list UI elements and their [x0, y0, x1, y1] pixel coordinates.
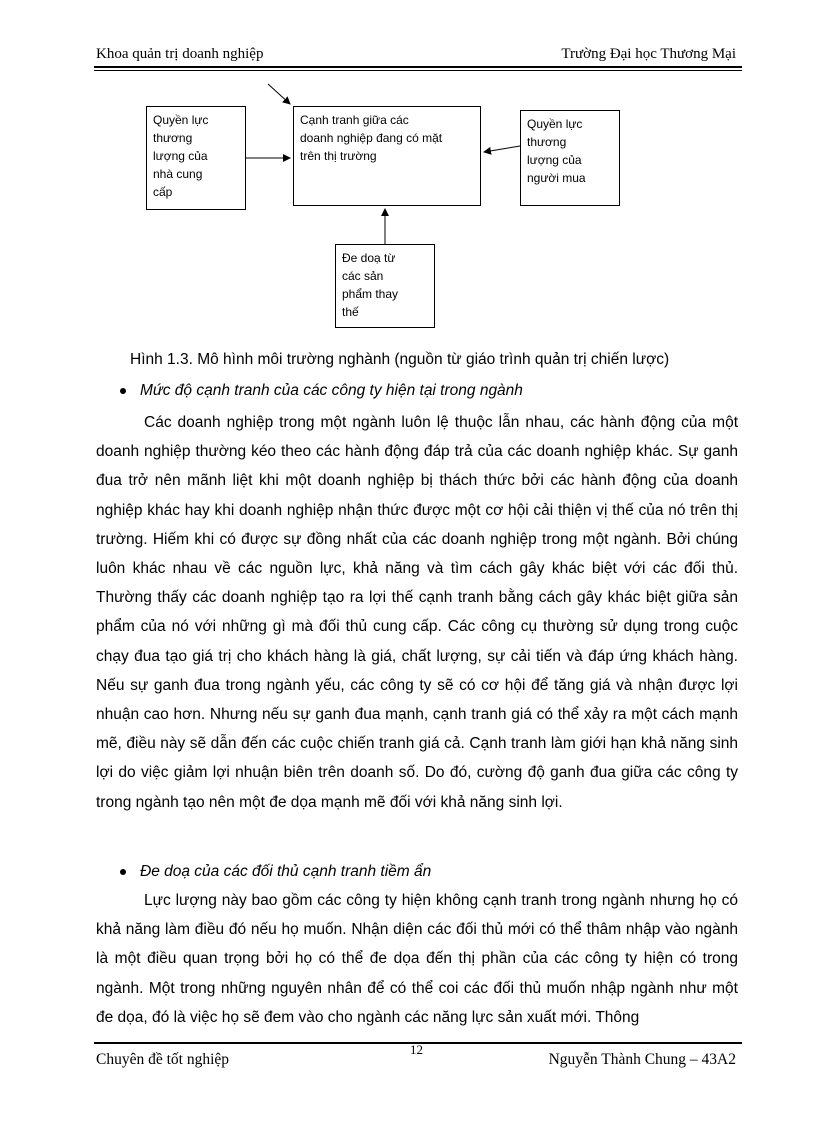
header-rule-thin: [94, 70, 742, 71]
box-line: người mua: [527, 171, 586, 185]
box-line: doanh nghiệp đang có mặt: [300, 131, 443, 145]
header-faculty: Khoa quản trị doanh nghiệp: [96, 46, 264, 62]
box-line: Quyền lực: [153, 113, 209, 127]
box-line: nhà cung: [153, 167, 203, 181]
page-number: 12: [410, 1042, 423, 1057]
box-buyer-power: [520, 110, 620, 206]
header-university: Trường Đại học Thương Mại: [561, 46, 736, 62]
arrow-from-buyer: [484, 146, 520, 152]
box-industry-rivalry: [293, 106, 481, 206]
box-line: phẩm thay: [342, 287, 399, 301]
box-line: các sản: [342, 269, 384, 283]
bullet-text: Mức độ cạnh tranh của các công ty hiện tại trong ngành: [140, 382, 523, 399]
box-line: thương: [153, 131, 193, 145]
box-line: trên thị trường: [300, 149, 377, 163]
header-rule-thick: [94, 66, 742, 68]
box-substitute-threat: [335, 244, 435, 328]
section-heading-new-entrants: [120, 862, 431, 882]
figure-caption: Hình 1.3. Mô hình môi trường nghành (nguồn từ giáo trình quản trị chiến lược): [130, 351, 670, 368]
box-line: lượng của: [153, 149, 208, 163]
section-heading-rivalry: [120, 381, 523, 401]
bullet-icon: [120, 388, 126, 394]
box-supplier-power: [146, 106, 246, 210]
box-line: thương: [527, 135, 567, 149]
paragraph-new-entrants: Lực lượng này bao gồm các công ty hiện không cạnh tranh trong ngành nhưng họ có khả năng làm điều đó nếu họ muốn. Nhận diện các đối thủ mới có thể thâm nhập vào ngành là một điều quan trọng bởi họ có thể đe dọa đến thị phần của các công ty hiện có trong ngành. Một trong những nguyên nhân để có thể coi các đối thủ muốn nhập ngành như một đe dọa, đó là việc họ sẽ đem vào cho ngành các năng lực sản xuất mới. Thông: [96, 892, 738, 1026]
box-line: Đe doạ từ: [342, 251, 396, 265]
box-line: thế: [342, 305, 359, 319]
arrow-from-entrants: [268, 84, 290, 104]
paragraph-rivalry: Các doanh nghiệp trong một ngành luôn lệ thuộc lẫn nhau, các hành động của một doanh nghiệp thường kéo theo các hành động đáp trả của các doanh nghiệp khác. Sự ganh đua trở nên mãnh liệt khi một doanh nghiệp bị thách thức bởi các hành động của doanh nghiệp khác hay khi doanh nghiệp nhận thức được một cơ hội cải thiện vị thế của nó trên thị trường. Hiếm khi có được sự đồng nhất của các doanh nghiệp trong một ngành. Bởi chúng luôn khác nhau về các nguồn lực, khả năng và tìm cách gây khác biệt với các đối thủ. Thường thấy các doanh nghiệp tạo ra lợi thế cạnh tranh bằng cách gây khác biệt giữa sản phẩm của nó với những gì mà đối thủ cung cấp. Các công cụ thường sử dụng trong cuộc chạy đua tạo giá trị cho khách hàng là giá, chất lượng, sự cải tiến và đáp ứng khách hàng. Nếu sự ganh đua trong ngành yếu, các công ty sẽ có cơ hội để tăng giá và nhận được lợi nhuận cao hơn. Nhưng nếu sự ganh đua mạnh, cạnh tranh giá có thể xảy ra một cách mạnh mẽ, điều này sẽ dẫn đến các cuộc chiến tranh giá cả. Cạnh tranh làm giới hạn khả năng sinh lợi do việc giảm lợi nhuận biên trên doanh số. Do đó, cường độ ganh đua giữa các công ty trong ngành tạo nên một đe dọa mạnh mẽ đối với khả năng sinh lợi.: [96, 414, 738, 811]
bullet-icon: [120, 869, 126, 875]
bullet-text: Đe doạ của các đối thủ cạnh tranh tiềm ẩn: [140, 863, 432, 880]
box-line: cấp: [153, 185, 173, 199]
box-line: lượng của: [527, 153, 582, 167]
box-line: Cạnh tranh giữa các: [300, 113, 409, 127]
footer-report-type: Chuyên đề tốt nghiệp: [96, 1051, 230, 1068]
footer-author: Nguyễn Thành Chung – 43A2: [548, 1051, 736, 1068]
box-line: Quyền lực: [527, 117, 583, 131]
